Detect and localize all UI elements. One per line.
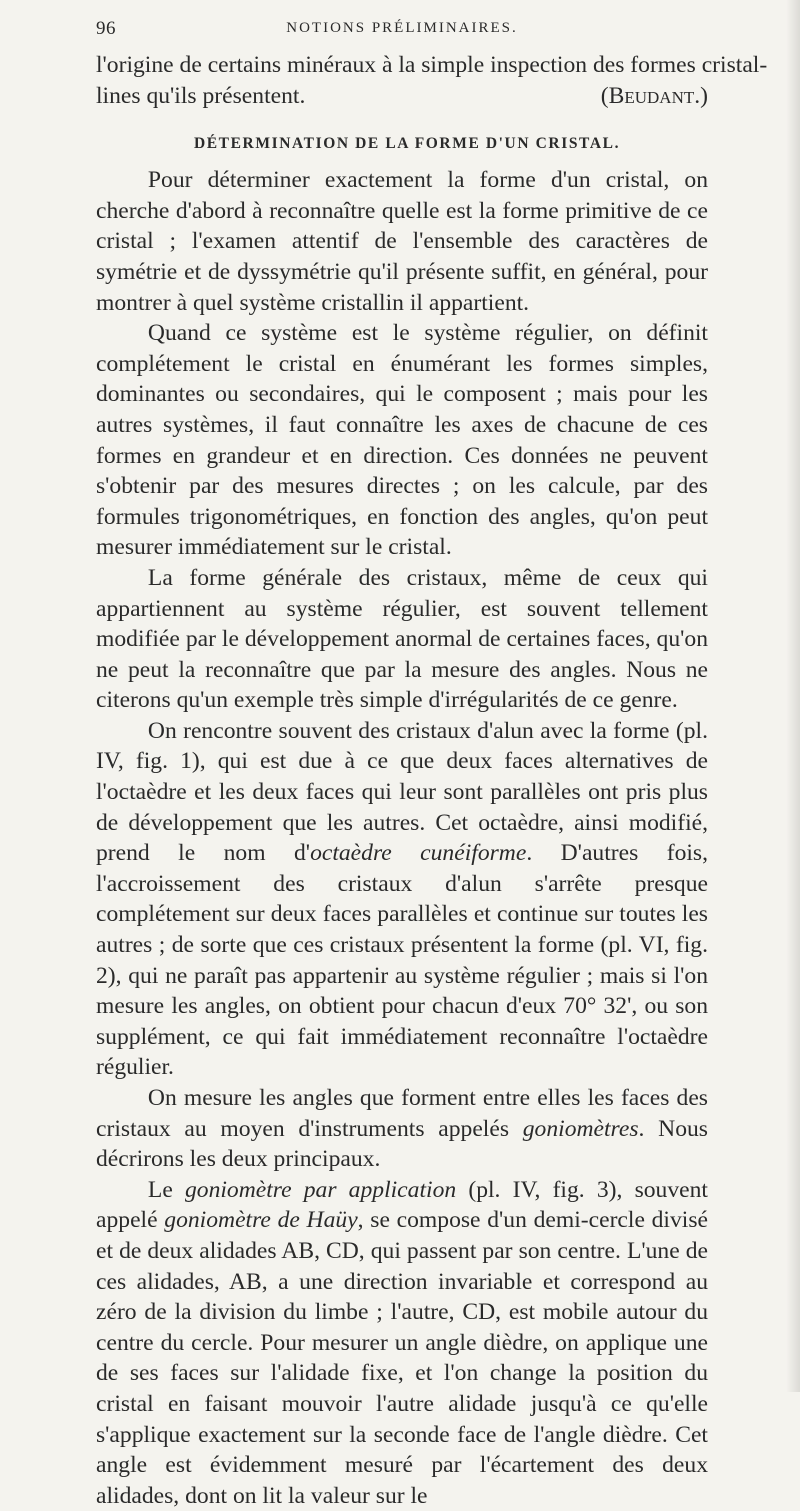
paragraph-5 xyxy=(96,1083,708,1175)
paragraph-3: La forme générale des cristaux, même de ceux qui appartiennent au système régulier, est souvent tellement modifiée par le développement anormal de certaines faces, qu'on ne peut la reconnaître que par la mesure des angles. Nous ne citerons qu'un exemple très simple d'irrégularités de ce genre. xyxy=(96,564,708,714)
page-header xyxy=(96,18,708,44)
paragraph-6-emphasis-2: goniomètre de Haüy xyxy=(164,1207,358,1234)
paragraph-6-text-a: Le xyxy=(147,1176,185,1203)
intro-line-1 xyxy=(96,50,768,81)
paragraph-6-text-b: (pl. IV, fig. 3), souvent appelé xyxy=(96,1176,708,1234)
paragraph-4 xyxy=(96,716,708,1083)
paragraph-4-text-a: On rencontre souvent des cristaux d'alun avec la forme (pl. IV, fig. 1), qui est due à ce que deux faces alternatives de l'octaèdre et les deux faces qui leur sont parallèles ont pris plus de développement que les autres. Cet octaèdre, ainsi modifié, prend le nom d' xyxy=(96,717,708,867)
page-body xyxy=(96,50,768,1511)
paragraph-6 xyxy=(96,1175,708,1511)
page-number: 96 xyxy=(96,18,116,39)
paragraph-1: Pour déterminer exactement la forme d'un cristal, on cherche d'abord à reconnaître quelle est la forme primitive de ce cristal ; l'examen attentif de l'ensemble des caractères de symétrie et de dyssymétrie qu'il présente suffit, en général, pour montrer à quel système cristallin il appartient. xyxy=(96,167,708,316)
paragraph-4-emphasis: octaèdre cunéiforme xyxy=(310,840,527,867)
intro-text-2: lines qu'ils présentent. xyxy=(96,82,306,109)
paragraph-5-text-b: . Nous décrirons les deux principaux. xyxy=(96,1115,708,1173)
intro-text-1: l'origine de certains minéraux à la simple inspection des formes cristal- xyxy=(96,52,768,78)
paragraph-5-text-a: On mesure les angles que forment entre elles les faces des cristaux au moyen d'instruments appelés xyxy=(96,1085,708,1142)
running-head: NOTIONS PRÉLIMINAIRES. xyxy=(286,20,518,36)
paragraph-6-emphasis-1: goniomètre par application xyxy=(184,1176,457,1203)
intro-line-2 xyxy=(96,81,708,112)
paragraph-6-text-c: , se compose d'un demi-cercle divisé et de deux alidades AB, CD, qui passent par son centre. L'une de ces alidades, AB, a une direction invariable et correspond au zéro de la division du limbe ; l'autre, CD, est mobile autour du centre du cercle. Pour mesurer un angle dièdre, on applique une de ses faces sur l'alidade fixe, et l'on change la position du cristal en faisant mouvoir l'autre alidade jusqu'à ce qu'elle s'applique exactement sur la seconde face de l'angle dièdre. Cet angle est évidemment mesuré par l'écartement des deux alidades, dont on lit la valeur sur le xyxy=(96,1207,708,1509)
paragraph-2: Quand ce système est le système régulier, on définit complétement le cristal en énumérant les formes simples, dominantes ou secondaires, qui le composent ; mais pour les autres systèmes, il faut connaître les axes de chacune de ces formes en grandeur et en direction. Ces données ne peuvent s'obtenir par des mesures directes ; on les calcule, par des formules trigonométriques, en fonction des angles, qu'on peut mesurer immédiatement sur le cristal. xyxy=(96,320,708,561)
author-attribution: (Beudant.) xyxy=(600,82,708,109)
section-heading: DÉTERMINATION DE LA FORME D'UN CRISTAL. xyxy=(193,135,621,153)
paragraph-5-emphasis: goniomètres xyxy=(522,1115,639,1142)
page-edge-shadow xyxy=(786,0,800,1392)
paragraph-4-text-b: . D'autres fois, l'accroissement des cristaux d'alun s'arrête presque complétement sur deux faces parallèles et continue sur toutes les autres ; de sorte que ces cristaux présentent la forme (pl. VI, fig. 2), qui ne paraît pas appartenir au système régulier ; mais si l'on mesure les angles, on obtient pour chacun d'eux 70° 32', ou son supplément, ce qui fait immédiatement reconnaître l'octaèdre régulier. xyxy=(96,840,708,1081)
